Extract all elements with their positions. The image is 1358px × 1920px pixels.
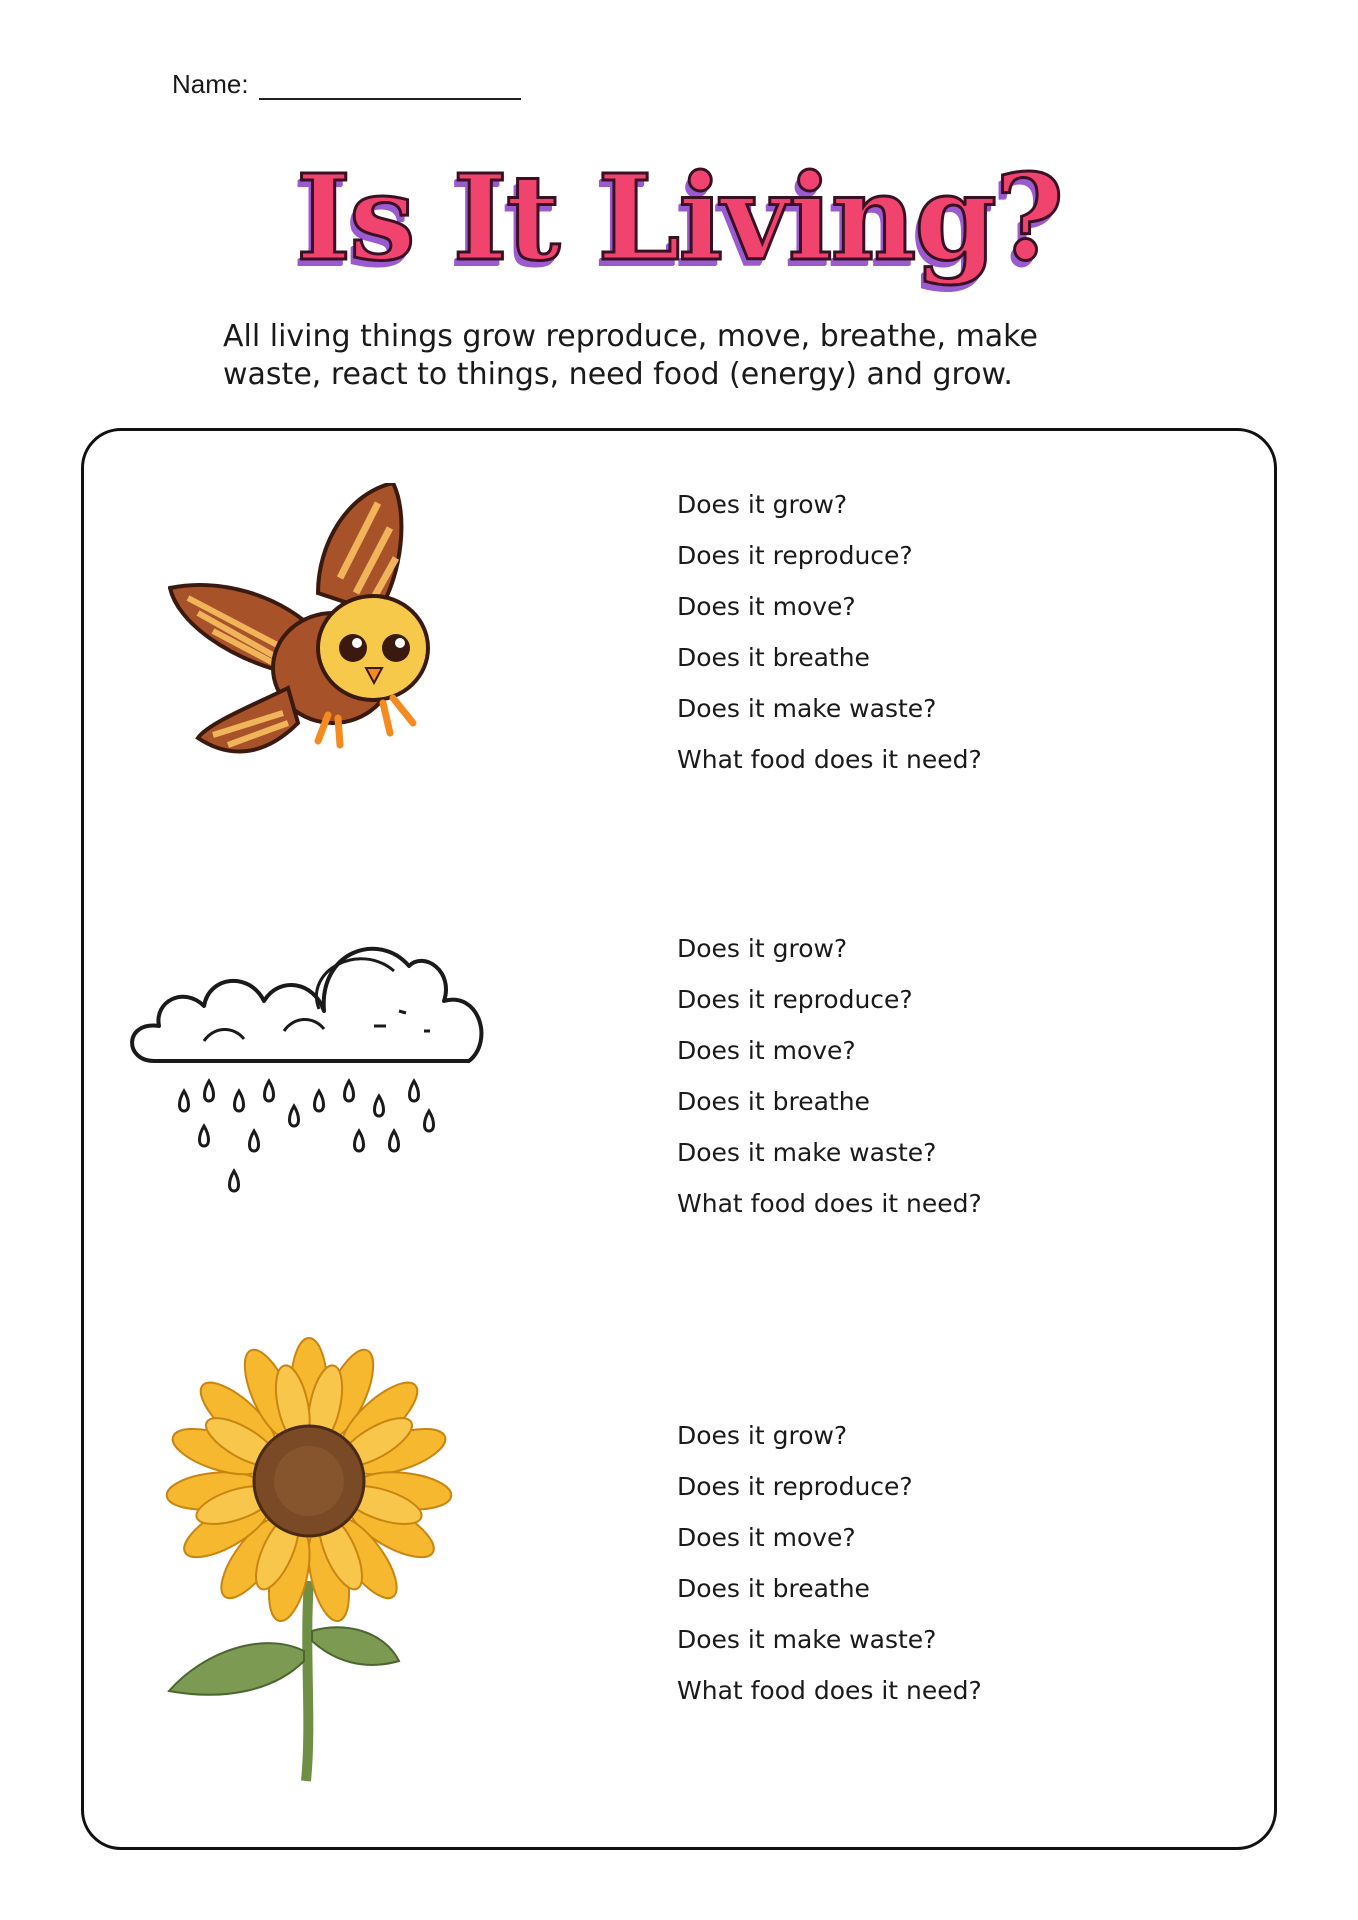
- question-food: What food does it need?: [677, 1189, 982, 1218]
- question-move: Does it move?: [677, 1036, 856, 1065]
- question-food: What food does it need?: [677, 745, 982, 774]
- question-move: Does it move?: [677, 1523, 856, 1552]
- question-reproduce: Does it reproduce?: [677, 541, 913, 570]
- name-field-row: [172, 68, 521, 100]
- name-label: Name:: [172, 69, 249, 99]
- question-waste: Does it make waste?: [677, 1625, 937, 1654]
- owl-illustration: [168, 483, 458, 773]
- question-list-sunflower: [677, 1410, 982, 1716]
- question-reproduce: Does it reproduce?: [677, 985, 913, 1014]
- question-breathe: Does it breathe: [677, 643, 870, 672]
- rain-cloud-illustration: [124, 931, 494, 1231]
- question-food: What food does it need?: [677, 1676, 982, 1705]
- question-grow: Does it grow?: [677, 1421, 848, 1450]
- question-grow: Does it grow?: [677, 490, 848, 519]
- worksheet-card: [81, 428, 1277, 1850]
- question-list-rain-cloud: [677, 923, 982, 1229]
- question-reproduce: Does it reproduce?: [677, 1472, 913, 1501]
- question-breathe: Does it breathe: [677, 1574, 870, 1603]
- question-breathe: Does it breathe: [677, 1087, 870, 1116]
- page-title: Is It Living?: [295, 148, 1063, 287]
- question-waste: Does it make waste?: [677, 1138, 937, 1167]
- question-list-owl: [677, 479, 982, 785]
- name-input-line[interactable]: [259, 68, 521, 100]
- question-grow: Does it grow?: [677, 934, 848, 963]
- title-container: [0, 148, 1358, 287]
- question-waste: Does it make waste?: [677, 694, 937, 723]
- intro-text: All living things grow reproduce, move, breathe, make waste, react to things, need food (energy) and grow.: [223, 319, 1038, 392]
- sunflower-illustration: [144, 1331, 464, 1791]
- question-move: Does it move?: [677, 592, 856, 621]
